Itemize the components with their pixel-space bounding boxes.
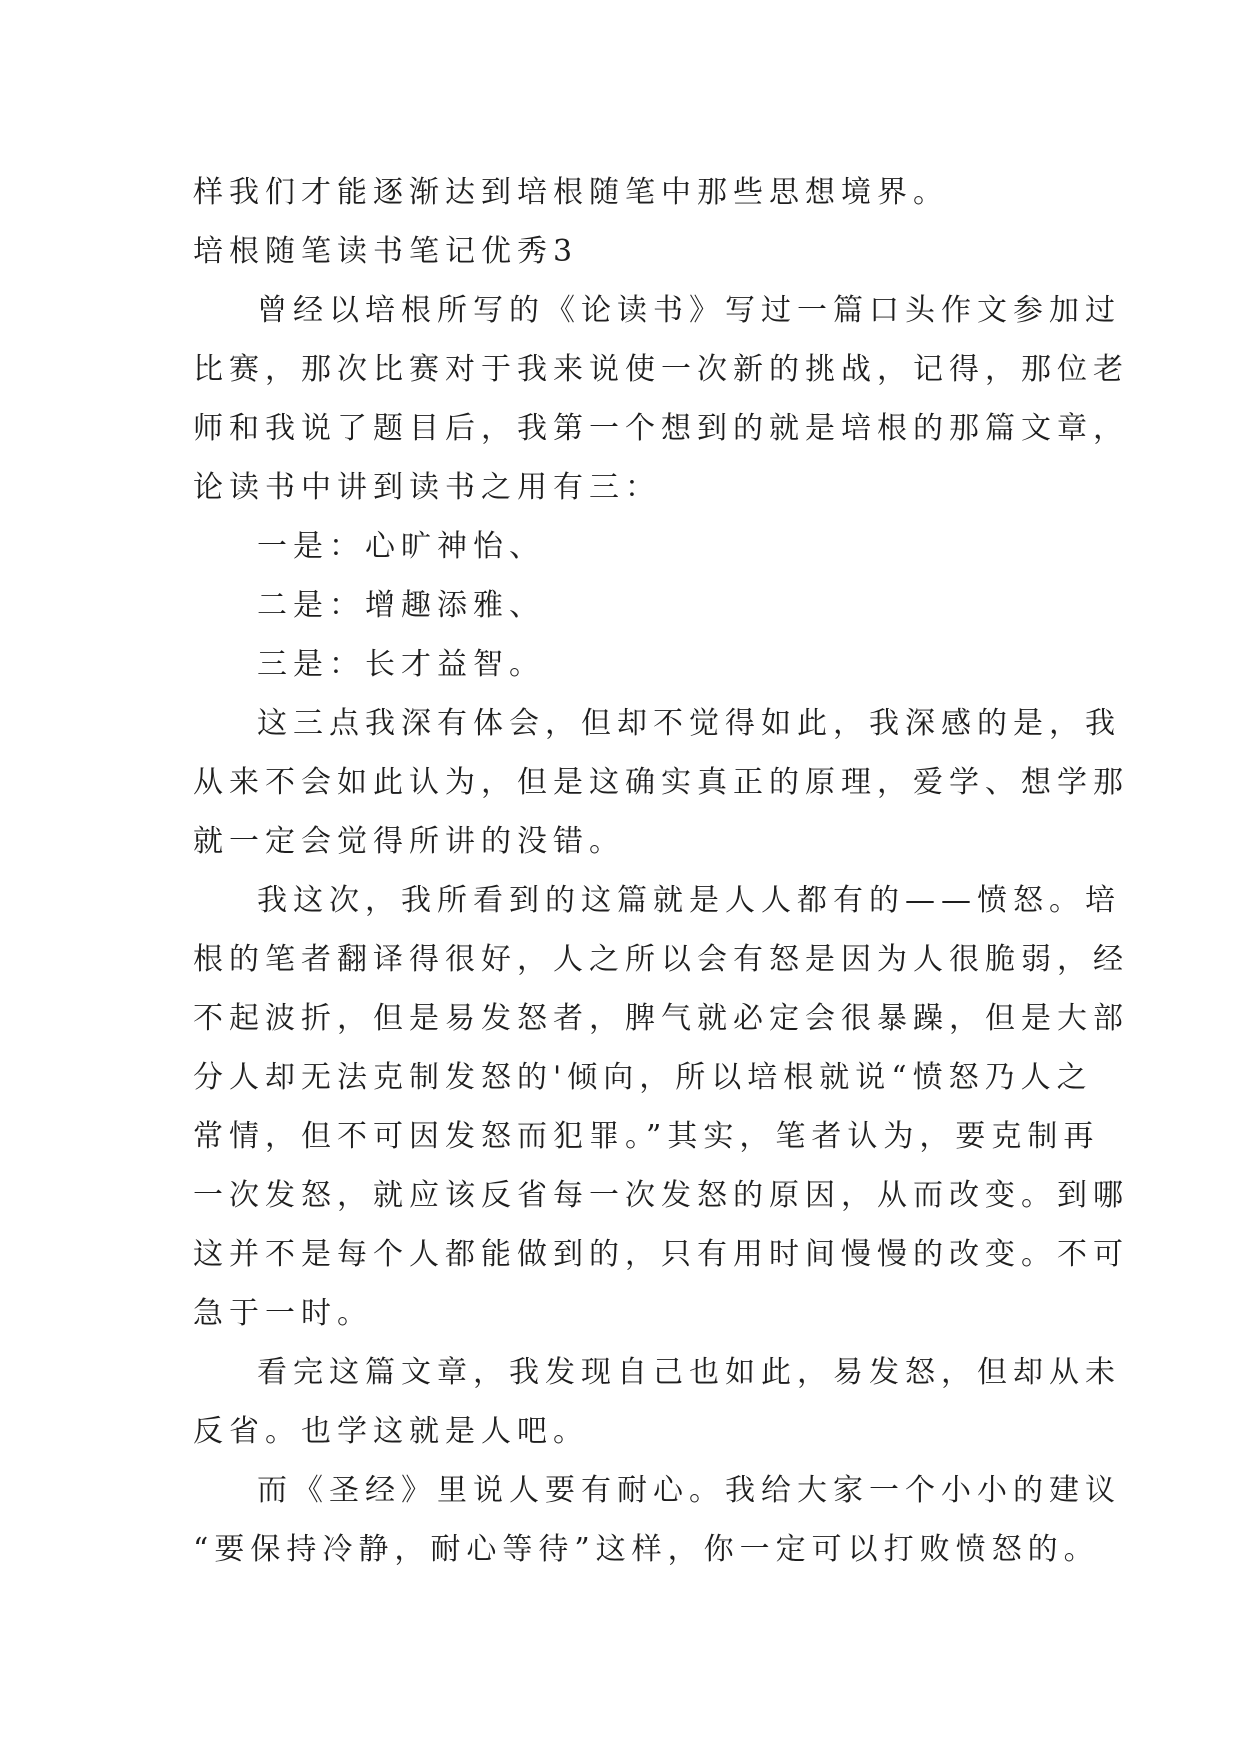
text-line: 论读书中讲到读书之用有三： bbox=[193, 470, 661, 505]
text-line: 曾经以培根所写的《论读书》写过一篇口头作文参加过 bbox=[257, 293, 1121, 328]
text-line: 反省。也学这就是人吧。 bbox=[193, 1414, 589, 1449]
text-line: 从来不会如此认为，但是这确实真正的原理，爱学、想学那 bbox=[193, 765, 1129, 800]
text-line: 根的笔者翻译得很好，人之所以会有怒是因为人很脆弱，经 bbox=[193, 942, 1129, 977]
text-line: 而《圣经》里说人要有耐心。我给大家一个小小的建议 bbox=[257, 1473, 1121, 1508]
text-line: 样我们才能逐渐达到培根随笔中那些思想境界。 bbox=[193, 175, 949, 210]
text-line: 一次发怒，就应该反省每一次发怒的原因，从而改变。到哪 bbox=[193, 1178, 1129, 1213]
text-line: 不起波折，但是易发怒者，脾气就必定会很暴躁，但是大部 bbox=[193, 1001, 1129, 1036]
text-line: 急于一时。 bbox=[193, 1296, 373, 1331]
text-line: 培根随笔读书笔记优秀3 bbox=[193, 234, 579, 269]
text-line: 比赛，那次比赛对于我来说使一次新的挑战，记得，那位老 bbox=[193, 352, 1129, 387]
text-line: 三是：长才益智。 bbox=[257, 647, 545, 682]
text-line: 分人却无法克制发怒的'倾向，所以培根就说“愤怒乃人之 bbox=[193, 1060, 1093, 1095]
text-line: 就一定会觉得所讲的没错。 bbox=[193, 824, 625, 859]
text-line: 我这次，我所看到的这篇就是人人都有的——愤怒。培 bbox=[257, 883, 1121, 918]
text-line: 常情，但不可因发怒而犯罪。”其实，笔者认为，要克制再 bbox=[193, 1119, 1100, 1154]
text-line: 二是：增趣添雅、 bbox=[257, 588, 545, 623]
text-line: 一是：心旷神怡、 bbox=[257, 529, 545, 564]
text-line: “要保持冷静，耐心等待”这样，你一定可以打败愤怒的。 bbox=[193, 1532, 1100, 1567]
text-line: 这三点我深有体会，但却不觉得如此，我深感的是，我 bbox=[257, 706, 1121, 741]
text-line: 看完这篇文章，我发现自己也如此，易发怒，但却从未 bbox=[257, 1355, 1121, 1390]
text-line: 这并不是每个人都能做到的，只有用时间慢慢的改变。不可 bbox=[193, 1237, 1129, 1272]
text-line: 师和我说了题目后，我第一个想到的就是培根的那篇文章， bbox=[193, 411, 1129, 446]
document-body bbox=[193, 163, 1129, 1579]
